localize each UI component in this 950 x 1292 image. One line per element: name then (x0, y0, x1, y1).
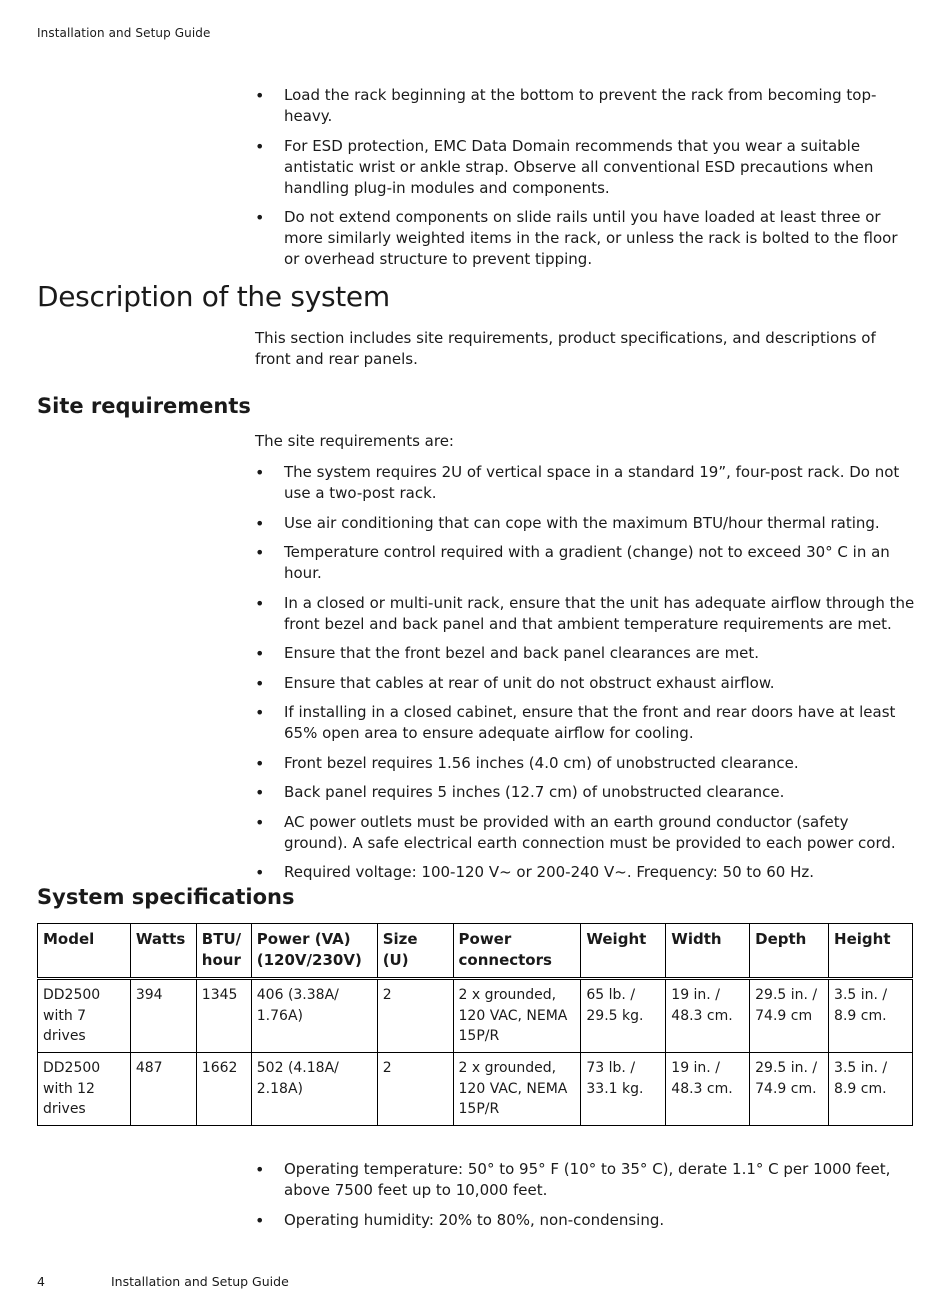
list-item: • In a closed or multi-unit rack, ensure that the unit has adequate airflow through the front bezel and back panel and that ambient temperature requirements are met. (255, 593, 915, 635)
list-item: • Front bezel requires 1.56 inches (4.0 cm) of unobstructed clearance. (255, 753, 915, 774)
system-specifications-heading: System specifications (37, 885, 295, 909)
table-row (38, 979, 913, 1053)
running-header: Installation and Setup Guide (37, 26, 211, 40)
table-cell: 394 (130, 979, 196, 1053)
table-cell: 3.5 in. / 8.9 cm. (829, 1053, 913, 1126)
page-number: 4 (37, 1274, 45, 1289)
table-cell: 406 (3.38A/ 1.76A) (251, 979, 377, 1053)
list-item: • Ensure that cables at rear of unit do not obstruct exhaust airflow. (255, 673, 915, 694)
list-item: • Operating temperature: 50° to 95° F (10° to 35° C), derate 1.1° C per 1000 feet, above 7500 feet up to 10,000 feet. (255, 1159, 915, 1201)
column-header-model: Model (38, 924, 131, 979)
list-item: • The system requires 2U of vertical space in a standard 19”, four-post rack. Do not use a two-post rack. (255, 462, 915, 504)
column-header-depth: Depth (750, 924, 829, 979)
table-cell: DD2500 with 12 drives (38, 1053, 131, 1126)
table-cell: 487 (130, 1053, 196, 1126)
table-cell: 1345 (196, 979, 251, 1053)
list-item: • Do not extend components on slide rails until you have loaded at least three or more similarly weighted items in the rack, or unless the rack is bolted to the floor or overhead structure to prevent tipping. (255, 207, 915, 270)
list-item: • AC power outlets must be provided with an earth ground conductor (safety ground). A safe electrical earth connection must be provided to each power cord. (255, 812, 915, 854)
list-item: • Back panel requires 5 inches (12.7 cm) of unobstructed clearance. (255, 782, 915, 803)
list-item: • Use air conditioning that can cope with the maximum BTU/hour thermal rating. (255, 513, 915, 534)
site-requirements-heading: Site requirements (37, 394, 251, 418)
table-cell: 29.5 in. / 74.9 cm. (750, 1053, 829, 1126)
table-cell: 2 (377, 979, 453, 1053)
section-intro: This section includes site requirements, product specifications, and descriptions of front and rear panels. (255, 329, 876, 368)
column-header-height: Height (829, 924, 913, 979)
table-cell: 65 lb. / 29.5 kg. (581, 979, 666, 1053)
column-header-power: Power (VA) (120V/230V) (251, 924, 377, 979)
column-header-width: Width (666, 924, 750, 979)
list-item: • Load the rack beginning at the bottom to prevent the rack from becoming top-heavy. (255, 85, 915, 127)
site-requirements-intro: The site requirements are: (255, 432, 454, 450)
section-title: Description of the system (37, 280, 390, 313)
table-cell: 3.5 in. / 8.9 cm. (829, 979, 913, 1053)
site-requirements-list (255, 462, 915, 892)
column-header-weight: Weight (581, 924, 666, 979)
table-header-row (38, 924, 913, 979)
specifications-bullet-list (255, 1159, 915, 1239)
column-header-watts: Watts (130, 924, 196, 979)
list-item: • If installing in a closed cabinet, ensure that the front and rear doors have at least 65% open area to ensure adequate airflow for cooling. (255, 702, 915, 744)
footer-title: Installation and Setup Guide (111, 1274, 289, 1289)
top-bullet-list (255, 85, 915, 279)
column-header-btu: BTU/ hour (196, 924, 251, 979)
specifications-table (37, 923, 913, 1126)
table-cell: 29.5 in. / 74.9 cm (750, 979, 829, 1053)
table-cell: 1662 (196, 1053, 251, 1126)
table-cell: 19 in. / 48.3 cm. (666, 979, 750, 1053)
table-cell: 502 (4.18A/ 2.18A) (251, 1053, 377, 1126)
list-item: • Temperature control required with a gradient (change) not to exceed 30° C in an hour. (255, 542, 915, 584)
list-item: • Required voltage: 100-120 V~ or 200-240 V~. Frequency: 50 to 60 Hz. (255, 862, 915, 883)
table-cell: DD2500 with 7 drives (38, 979, 131, 1053)
table-cell: 19 in. / 48.3 cm. (666, 1053, 750, 1126)
column-header-connectors: Power connectors (453, 924, 581, 979)
table-cell: 2 x grounded, 120 VAC, NEMA 15P/R (453, 979, 581, 1053)
list-item: • Operating humidity: 20% to 80%, non-condensing. (255, 1210, 915, 1231)
list-item: • Ensure that the front bezel and back panel clearances are met. (255, 643, 915, 664)
table-cell: 2 x grounded, 120 VAC, NEMA 15P/R (453, 1053, 581, 1126)
table-row (38, 1053, 913, 1126)
table-cell: 73 lb. / 33.1 kg. (581, 1053, 666, 1126)
list-item: • For ESD protection, EMC Data Domain recommends that you wear a suitable antistatic wrist or ankle strap. Observe all conventional ESD precautions when handling plug-in modules and components. (255, 136, 915, 199)
column-header-size: Size (U) (377, 924, 453, 979)
table-cell: 2 (377, 1053, 453, 1126)
